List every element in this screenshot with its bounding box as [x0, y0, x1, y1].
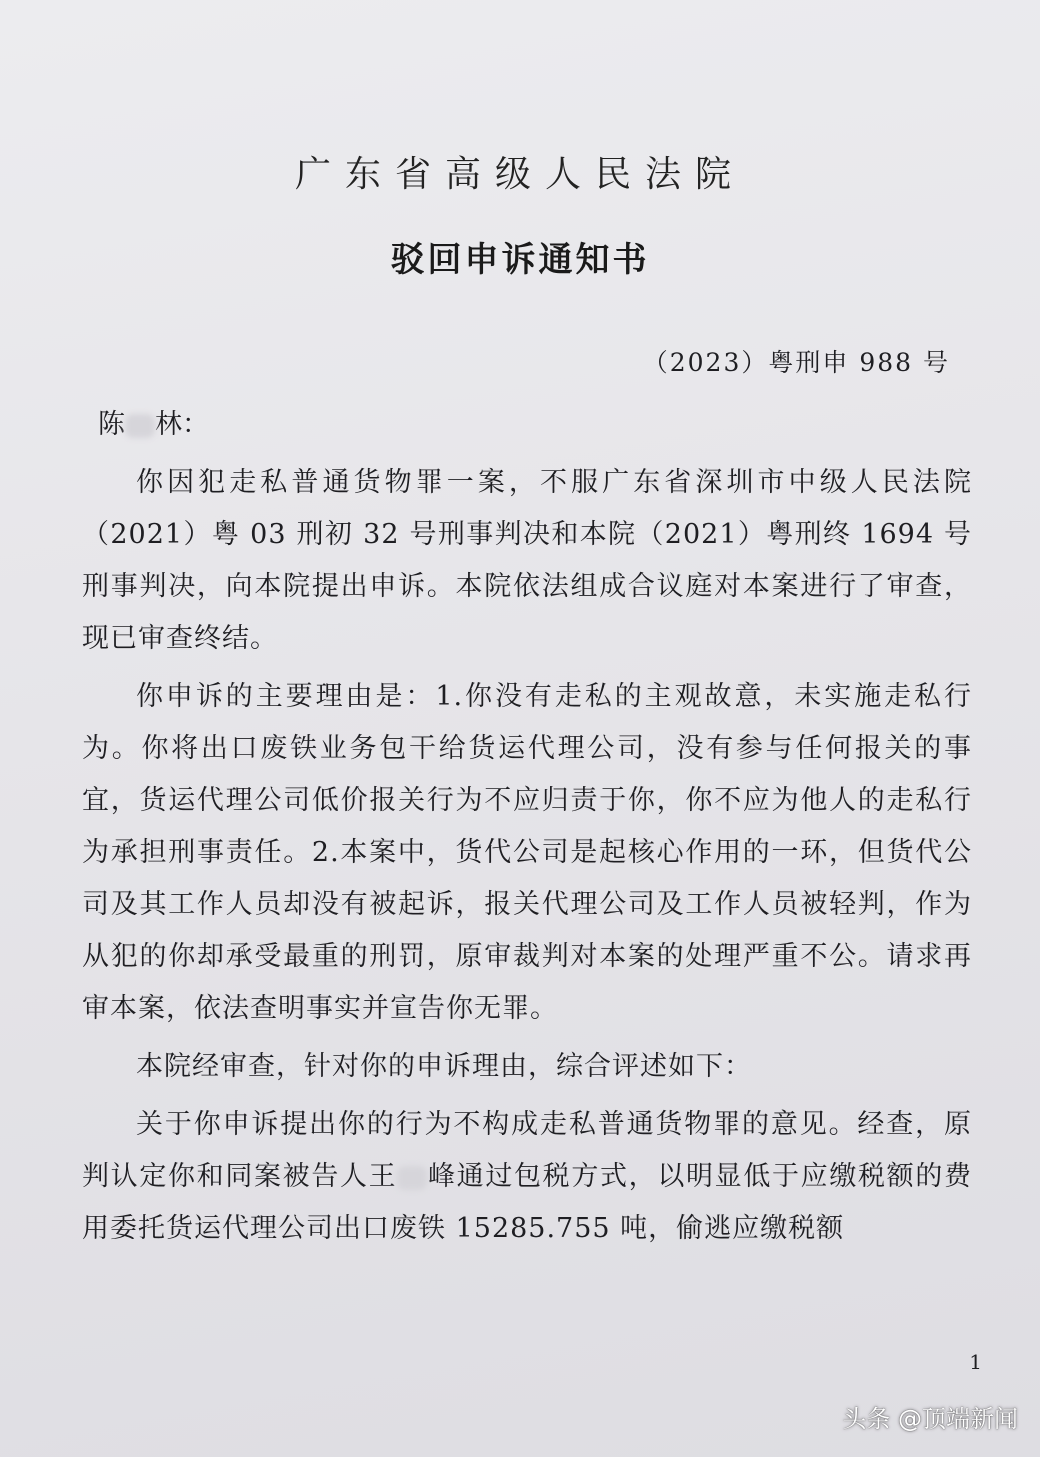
- paragraph-review-intro: 本院经审查，针对你的申诉理由，综合评述如下：: [136, 1051, 752, 1082]
- addressee: [98, 405, 209, 445]
- source-watermark: 头条 @顶端新闻: [842, 1405, 1018, 1433]
- redaction-blur: [397, 1166, 427, 1190]
- paragraph-review-finding: [82, 1099, 972, 1255]
- page-number: 1: [969, 1350, 982, 1374]
- notice-body: [82, 457, 972, 1261]
- court-name: 广东省高级人民法院: [294, 154, 745, 195]
- paragraph-appeal-reasons: 你申诉的主要理由是：1.你没有走私的主观故意，未实施走私行为。你将出口废铁业务包干给货运代理公司，没有参与任何报关的事宜，货运代理公司低价报关行为不应归责于你，你不应为他人的走私行为承担刑事责任。2.本案中，货代公司是起核心作用的一环，但货代公司及其工作人员却没有被起诉，报关代理公司及工作人员被轻判，作为从犯的你却承受最重的刑罚，原审裁判对本案的处理严重不公。请求再审本案，依法查明事实并宣告你无罪。: [82, 681, 972, 1024]
- paragraph-case-background: 你因犯走私普通货物罪一案，不服广东省深圳市中级人民法院（2021）粤 03 刑初 32 号刑事判决和本院（2021）粤刑终 1694 号刑事判决，向本院提出申诉。本院依法组成合议庭对本案进行了审查，现已审查终结。: [82, 467, 972, 654]
- addressee-surname: 陈: [98, 409, 125, 440]
- addressee-given-name: 林：: [155, 409, 209, 440]
- redaction-blur: [125, 414, 155, 438]
- finding-text-start: 关于你申诉提出你的行为不构成走私普通货物罪的意见。经查，原判认定你和同案被告人王: [82, 1109, 972, 1192]
- finding-text-end: 峰通过包税方式，以明显低于应缴税额的费用委托货运代理公司出口废铁 15285.755 吨，偷逃应缴税额: [82, 1161, 973, 1244]
- case-number: （2023）粤刑申 988 号: [642, 348, 950, 377]
- document-title: 驳回申诉通知书: [390, 240, 650, 280]
